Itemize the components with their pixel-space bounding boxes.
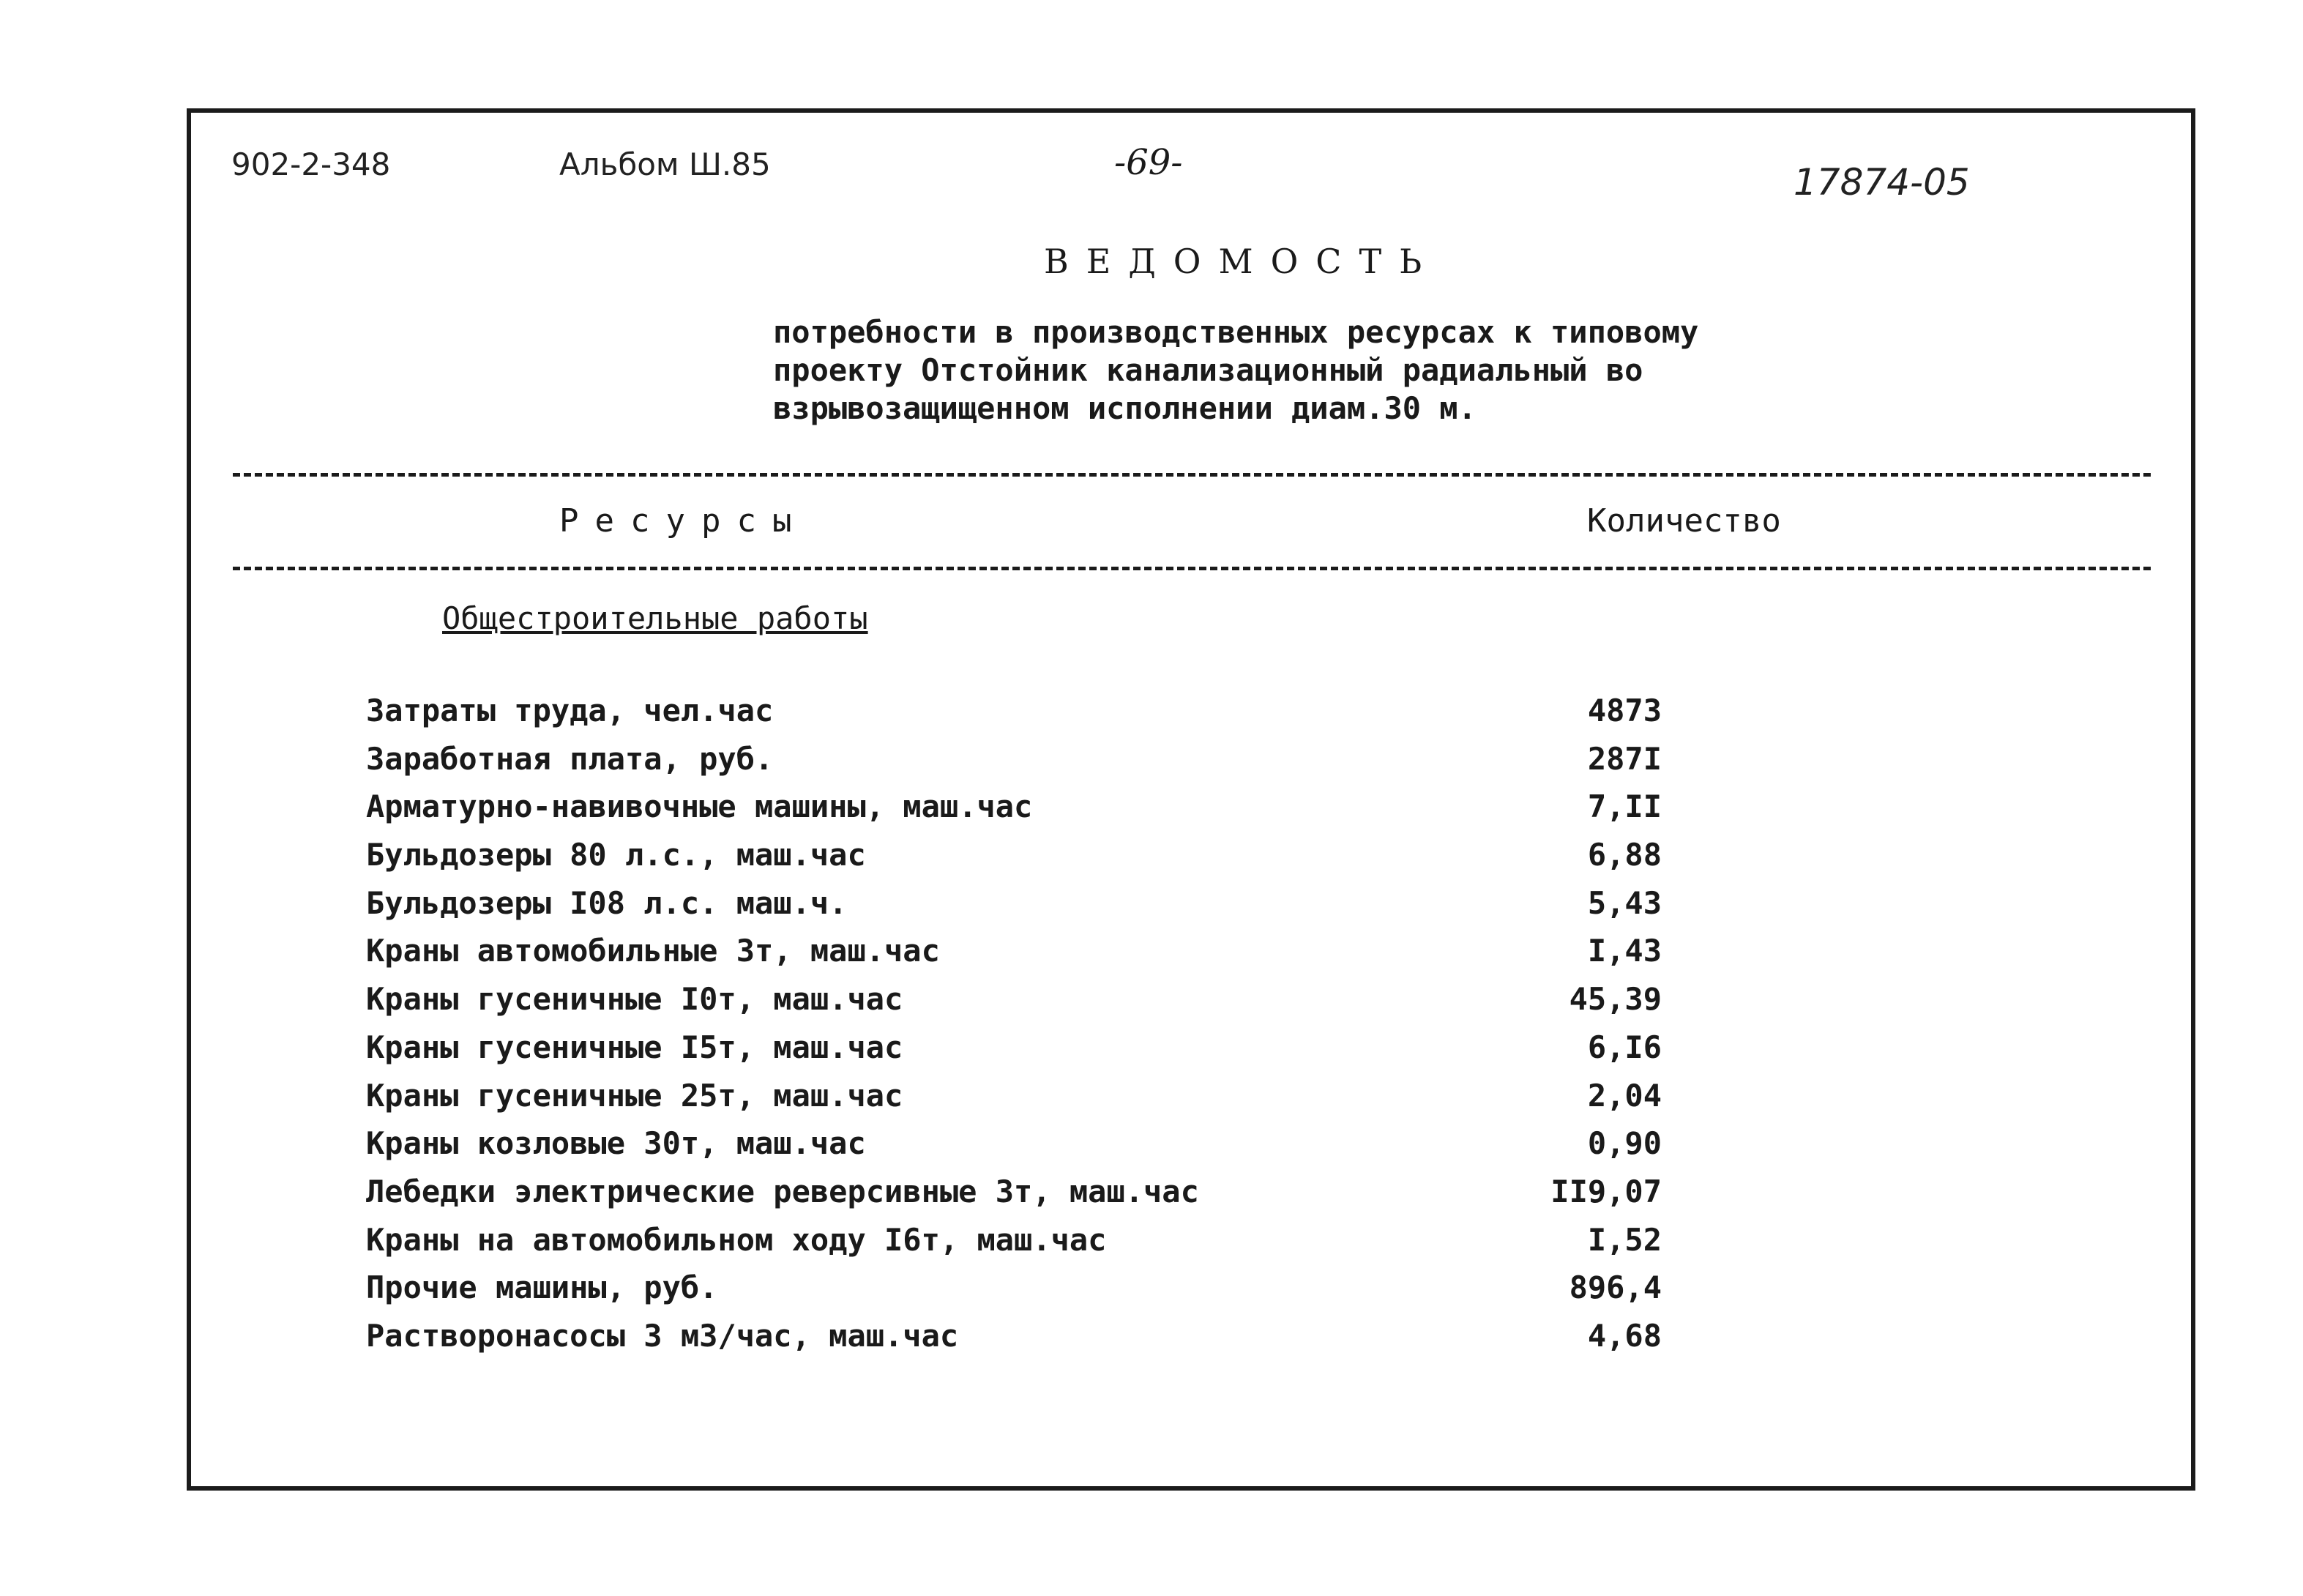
table-row (366, 933, 1830, 981)
table-row (366, 1174, 1830, 1222)
resource-quantity: I,43 (1587, 933, 1662, 969)
resource-name: Краны на автомобильном ходу I6т, маш.час (366, 1221, 1107, 1258)
resource-quantity: 5,43 (1587, 884, 1662, 921)
table-row (366, 981, 1830, 1029)
resource-quantity: 7,II (1587, 788, 1662, 825)
resource-name: Бульдозеры I08 л.с. маш.ч. (366, 884, 848, 921)
resource-quantity: 6,I6 (1587, 1029, 1662, 1065)
document-number: 17874-05 (1793, 161, 1970, 204)
resource-name: Краны гусеничные 25т, маш.час (366, 1077, 903, 1114)
resource-quantity: II9,07 (1550, 1173, 1662, 1209)
table-row (366, 1318, 1830, 1366)
table-row (366, 1222, 1830, 1270)
resource-quantity: 4873 (1587, 693, 1662, 728)
table-row (366, 741, 1830, 789)
resource-quantity: 0,90 (1587, 1125, 1662, 1162)
section-heading: Общестроительные работы (442, 600, 868, 636)
resource-name: Краны гусеничные I0т, маш.час (366, 981, 903, 1018)
resource-quantity: 6,88 (1587, 837, 1662, 873)
project-code: 902-2-348 (231, 146, 391, 182)
resource-quantity: I,52 (1587, 1221, 1662, 1258)
resource-quantity: 896,4 (1569, 1269, 1662, 1306)
resource-name: Арматурно-навивочные машины, маш.час (366, 788, 1033, 825)
resource-name: Краны козловые 30т, маш.час (366, 1125, 866, 1162)
table-row (366, 1125, 1830, 1174)
resource-name: Прочие машины, руб. (366, 1269, 718, 1306)
table-top-divider (233, 473, 2151, 477)
table-row (366, 837, 1830, 885)
table-header-divider (233, 567, 2151, 570)
resource-name: Заработная плата, руб. (366, 740, 774, 777)
resource-name: Затраты труда, чел.час (366, 693, 774, 728)
column-header-resources: Ресурсы (559, 502, 808, 540)
resource-name: Бульдозеры 80 л.с., маш.час (366, 837, 866, 873)
resource-quantity: 4,68 (1587, 1317, 1662, 1354)
resource-name: Краны автомобильные 3т, маш.час (366, 933, 940, 969)
table-row (366, 693, 1830, 741)
table-row (366, 1029, 1830, 1078)
resource-name: Краны гусеничные I5т, маш.час (366, 1029, 903, 1065)
page-number: -69- (1114, 142, 1183, 183)
resource-name: Растворонасосы 3 м3/час, маш.час (366, 1317, 959, 1354)
table-row (366, 788, 1830, 837)
table-row (366, 1078, 1830, 1126)
resource-list (366, 693, 1830, 1366)
album-label: Альбом Ш.85 (559, 146, 771, 182)
resource-name: Лебедки электрические реверсивные 3т, маш.час (366, 1173, 1199, 1209)
resource-quantity: 45,39 (1569, 981, 1662, 1018)
resource-quantity: 287I (1587, 740, 1662, 777)
page-title: ВЕДОМОСТЬ (1044, 242, 1440, 281)
table-row (366, 885, 1830, 933)
column-header-quantity: Количество (1587, 502, 1781, 540)
page-subtitle: потребности в производственных ресурсах к типовому проекту Отстойник канализационный радиальный во взрывозащищенном исполнении диам.30 м. (773, 314, 1699, 426)
table-row (366, 1269, 1830, 1318)
resource-quantity: 2,04 (1587, 1077, 1662, 1114)
